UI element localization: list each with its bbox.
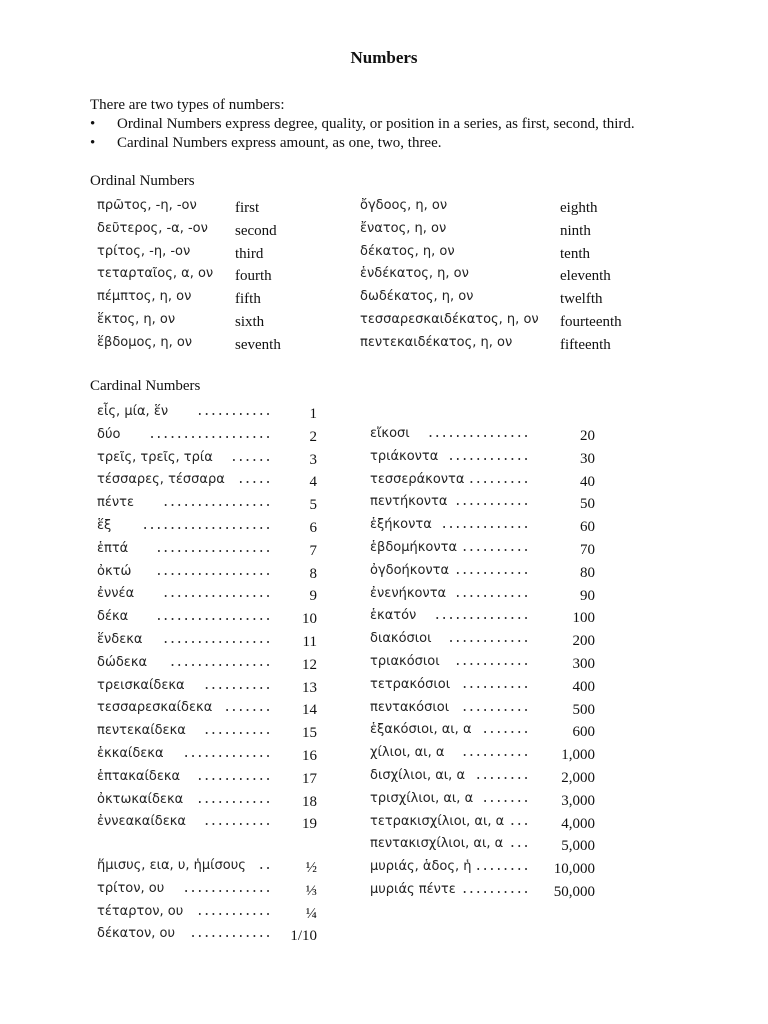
cardinal-heading: Cardinal Numbers (90, 378, 201, 394)
leader-dots: ............. (182, 880, 271, 896)
leader-dots: ........... (453, 653, 529, 669)
leader-dots: ............... (426, 426, 529, 441)
leader-dots: ...... (230, 449, 271, 465)
cardinal-number: 30 (580, 450, 595, 467)
cardinal-row (370, 859, 595, 882)
ordinal-greek: πρῶτος, -η, -ον (97, 198, 197, 213)
cardinal-row (370, 631, 595, 654)
cardinal-fractions-column (97, 858, 317, 949)
ordinal-row (97, 221, 347, 244)
leader-dots: ............ (447, 448, 529, 464)
cardinal-row (97, 427, 317, 450)
cardinal-greek: εἴκοσι (370, 426, 410, 441)
cardinal-greek: ἕξ (97, 517, 112, 533)
cardinal-row (370, 814, 595, 837)
cardinal-greek: τεσσαρεσκαίδεκα (97, 700, 213, 716)
cardinal-right-column (370, 426, 595, 905)
leader-dots: ....... (223, 700, 271, 716)
leader-dots: ....... (481, 722, 529, 738)
cardinal-greek: τριάκοντα (370, 448, 439, 464)
cardinal-greek: διακόσιοι (370, 631, 432, 647)
cardinal-greek: τεσσεράκοντα (370, 471, 465, 487)
ordinal-english: fourth (235, 268, 272, 285)
cardinal-greek: τρεῖς, τρεῖς, τρία (97, 449, 213, 465)
cardinal-greek: τετρακισχίλιοι, αι, α (370, 813, 505, 829)
cardinal-greek: ἐνενήκοντα (370, 585, 447, 601)
cardinal-row (97, 792, 317, 815)
cardinal-number: 200 (572, 633, 595, 650)
cardinal-row (97, 700, 317, 723)
ordinal-english: seventh (235, 336, 281, 353)
cardinal-greek: μυριάς, ἁδος, ἡ (370, 859, 472, 875)
ordinal-english: eighth (560, 200, 598, 216)
ordinal-english: third (235, 245, 264, 262)
cardinal-number: 300 (572, 655, 595, 672)
cardinal-number: 3 (309, 451, 317, 468)
cardinal-row (370, 700, 595, 723)
cardinal-row (97, 450, 317, 473)
cardinal-row (370, 608, 595, 631)
leader-dots: ................. (154, 563, 271, 579)
leader-dots: .................. (148, 426, 271, 442)
cardinal-number: 50,000 (553, 883, 595, 900)
cardinal-number: 4,000 (561, 815, 595, 832)
ordinal-greek: ἕκτος, η, ον (97, 311, 176, 327)
cardinal-greek: τέσσαρες, τέσσαρα (97, 472, 225, 488)
cardinal-number: ⅓ (305, 882, 317, 899)
cardinal-number: 10,000 (553, 861, 595, 878)
leader-dots: ................... (141, 517, 271, 533)
cardinal-number: 2 (309, 428, 317, 445)
ordinal-row (97, 198, 347, 221)
leader-dots: ................ (161, 631, 271, 647)
ordinal-row (97, 266, 347, 289)
ordinal-row (97, 312, 347, 335)
cardinal-number: 5 (309, 497, 317, 514)
ordinal-english: fifteenth (560, 336, 611, 353)
cardinal-row (97, 926, 317, 949)
cardinal-row (370, 586, 595, 609)
cardinal-greek: δέκα (97, 609, 129, 625)
ordinal-row (360, 221, 660, 244)
cardinal-greek: ἑκατόν (370, 608, 417, 624)
cardinal-number: 400 (572, 678, 595, 695)
cardinal-number: ¼ (305, 905, 317, 922)
cardinal-greek: ἑπτακαίδεκα (97, 768, 181, 784)
leader-dots: .......... (460, 539, 529, 555)
cardinal-row (97, 881, 317, 904)
cardinal-row (97, 541, 317, 564)
leader-dots: ................ (161, 495, 271, 511)
cardinal-number: 500 (572, 701, 595, 718)
leader-dots: ....... (481, 790, 529, 806)
ordinal-row (360, 289, 660, 312)
cardinal-number: 1/10 (290, 928, 317, 945)
cardinal-greek: ἥμισυς, εια, υ, ἡμίσους (97, 858, 246, 873)
cardinal-row (97, 678, 317, 701)
leader-dots: ............. (440, 517, 529, 533)
cardinal-row (97, 904, 317, 927)
cardinal-number: 7 (309, 542, 317, 559)
cardinal-greek: ἑβδομήκοντα (370, 539, 458, 555)
cardinal-number: 12 (302, 656, 317, 673)
leader-dots: ... (508, 836, 529, 852)
leader-dots: ... (508, 813, 529, 829)
cardinal-number: 18 (302, 793, 317, 810)
leader-dots: ................. (154, 609, 271, 625)
leader-dots: .......... (202, 723, 271, 739)
leader-dots: ........... (453, 585, 529, 601)
cardinal-row (370, 677, 595, 700)
ordinal-english: tenth (560, 245, 590, 262)
cardinal-row (370, 517, 595, 540)
cardinal-greek: τρίτον, ου (97, 880, 165, 896)
leader-dots: .......... (460, 699, 529, 715)
cardinal-left-column (97, 404, 317, 837)
ordinal-row (360, 244, 660, 267)
leader-dots: ........ (474, 767, 529, 783)
cardinal-number: 50 (580, 496, 595, 513)
cardinal-number: 10 (302, 611, 317, 628)
cardinal-greek: δέκατον, ου (97, 926, 175, 942)
cardinal-row (370, 882, 595, 905)
leader-dots: ........... (453, 494, 529, 510)
cardinal-row (97, 564, 317, 587)
leader-dots: ................. (154, 540, 271, 556)
cardinal-greek: τρεισκαίδεκα (97, 677, 185, 693)
cardinal-greek: ὀκτωκαίδεκα (97, 791, 184, 807)
ordinal-greek: πέμπτος, η, ον (97, 289, 192, 305)
cardinal-greek: χίλιοι, αι, α (370, 745, 445, 761)
cardinal-greek: δύο (97, 426, 121, 442)
cardinal-row (370, 791, 595, 814)
leader-dots: .......... (202, 677, 271, 693)
cardinal-row (97, 746, 317, 769)
cardinal-row (97, 404, 317, 427)
ordinal-english: second (235, 222, 277, 239)
leader-dots: ............ (189, 926, 271, 942)
cardinal-row (370, 494, 595, 517)
cardinal-row (97, 518, 317, 541)
ordinal-greek: τεσσαρεσκαιδέκατος, η, ον (360, 311, 539, 327)
cardinal-greek: ἕνδεκα (97, 631, 143, 647)
cardinal-row (97, 495, 317, 518)
ordinal-english: fourteenth (560, 313, 622, 330)
page-title: Numbers (350, 48, 418, 67)
cardinal-greek: μυριάς πέντε (370, 881, 456, 897)
cardinal-row (370, 745, 595, 768)
ordinal-greek: πεντεκαιδέκατος, η, ον (360, 334, 513, 350)
cardinal-row (97, 655, 317, 678)
cardinal-row (97, 814, 317, 837)
cardinal-row (370, 654, 595, 677)
cardinal-row (370, 836, 595, 859)
cardinal-greek: τρισχίλιοι, αι, α (370, 790, 474, 806)
cardinal-row (370, 449, 595, 472)
leader-dots: .......... (460, 676, 529, 692)
cardinal-number: 80 (580, 564, 595, 581)
ordinal-heading: Ordinal Numbers (90, 173, 195, 189)
intro (90, 96, 730, 153)
cardinal-number: 1,000 (561, 747, 595, 764)
cardinal-number: 6 (309, 519, 317, 536)
cardinal-greek: πεντεκαίδεκα (97, 723, 186, 739)
cardinal-number: 3,000 (561, 792, 595, 809)
ordinal-greek: δέκατος, η, ον (360, 243, 455, 259)
cardinal-greek: ἐννεακαίδεκα (97, 814, 186, 830)
cardinal-number: 15 (302, 725, 317, 742)
ordinal-greek: ἔνατος, η, ον (360, 220, 447, 236)
cardinal-row (97, 632, 317, 655)
cardinal-number: 19 (302, 816, 317, 833)
leader-dots: ......... (467, 471, 529, 487)
cardinal-greek: εἷς, μία, ἕν (97, 404, 169, 419)
leader-dots: ............... (168, 654, 271, 670)
ordinal-row (360, 335, 660, 358)
ordinal-row (360, 266, 660, 289)
cardinal-row (370, 722, 595, 745)
cardinal-greek: τέταρτον, ου (97, 903, 184, 919)
leader-dots: .......... (202, 814, 271, 830)
ordinal-english: eleventh (560, 268, 611, 285)
ordinal-greek: δωδέκατος, η, ον (360, 289, 474, 305)
cardinal-greek: τριακόσιοι (370, 653, 440, 669)
cardinal-greek: τετρακόσιοι (370, 676, 451, 692)
bullet-item: • Ordinal Numbers express degree, quality, or position in a series, as first, second, third. (90, 115, 730, 134)
cardinal-greek: ἑκκαίδεκα (97, 745, 164, 761)
cardinal-number: 1 (309, 406, 317, 422)
cardinal-row (370, 540, 595, 563)
cardinal-number: 40 (580, 473, 595, 490)
cardinal-number: 17 (302, 770, 317, 787)
cardinal-number: 14 (302, 702, 317, 719)
cardinal-greek: ἐννέα (97, 586, 135, 602)
ordinal-greek: ἑνδέκατος, η, ον (360, 266, 469, 282)
ordinal-greek: τεταρταῖος, α, ον (97, 266, 214, 282)
cardinal-row (370, 563, 595, 586)
cardinal-number: 20 (580, 428, 595, 444)
leader-dots: ........ (474, 859, 529, 875)
leader-dots: .. (257, 858, 271, 873)
leader-dots: .............. (433, 608, 529, 624)
cardinal-number: 13 (302, 679, 317, 696)
intro-lead: There are two types of numbers: (90, 97, 285, 113)
leader-dots: .......... (460, 881, 529, 897)
ordinal-right-column (360, 198, 660, 358)
ordinal-row (97, 289, 347, 312)
cardinal-greek: ἑπτά (97, 540, 129, 556)
ordinal-english: twelfth (560, 291, 603, 308)
cardinal-row (97, 586, 317, 609)
cardinal-number: 90 (580, 587, 595, 604)
cardinal-number: 70 (580, 541, 595, 558)
cardinal-number: 9 (309, 588, 317, 605)
cardinal-number: 11 (302, 633, 317, 650)
cardinal-number: 600 (572, 724, 595, 741)
leader-dots: ............. (182, 745, 271, 761)
ordinal-row (360, 312, 660, 335)
cardinal-greek: πεντήκοντα (370, 494, 448, 510)
cardinal-row (370, 768, 595, 791)
ordinal-english: ninth (560, 222, 591, 239)
cardinal-greek: ὀγδοήκοντα (370, 562, 450, 578)
cardinal-row (370, 472, 595, 495)
leader-dots: .......... (460, 745, 529, 761)
cardinal-greek: ὀκτώ (97, 563, 132, 579)
leader-dots: ............ (447, 631, 529, 647)
cardinal-row (97, 769, 317, 792)
cardinal-greek: πέντε (97, 495, 134, 511)
leader-dots: ........... (453, 562, 529, 578)
leader-dots: ................ (161, 586, 271, 602)
cardinal-greek: ἑξακόσιοι, αι, α (370, 722, 472, 738)
leader-dots: ........... (195, 791, 271, 807)
cardinal-greek: δισχίλιοι, αι, α (370, 767, 466, 783)
cardinal-number: 100 (572, 610, 595, 627)
cardinal-number: 4 (309, 474, 317, 491)
ordinal-row (97, 244, 347, 267)
cardinal-number: 8 (309, 565, 317, 582)
cardinal-number: 2,000 (561, 769, 595, 786)
cardinal-greek: ἑξήκοντα (370, 517, 432, 533)
ordinal-row (97, 335, 347, 358)
bullet-item: • Cardinal Numbers express amount, as one, two, three. (90, 134, 730, 153)
cardinal-row (97, 723, 317, 746)
ordinal-english: fifth (235, 291, 261, 308)
ordinal-left-column (97, 198, 347, 358)
cardinal-row (370, 426, 595, 449)
ordinal-english: first (235, 200, 260, 216)
ordinal-english: sixth (235, 313, 265, 330)
ordinal-greek: ὄγδοος, η, ον (360, 198, 448, 213)
leader-dots: ........... (195, 768, 271, 784)
leader-dots: ........... (195, 903, 271, 919)
cardinal-greek: δώδεκα (97, 654, 148, 670)
cardinal-row (97, 472, 317, 495)
cardinal-row (97, 609, 317, 632)
cardinal-number: 16 (302, 747, 317, 764)
cardinal-number: 60 (580, 519, 595, 536)
ordinal-greek: τρίτος, -η, -ον (97, 243, 191, 259)
ordinal-greek: δεῦτερος, -α, -ον (97, 220, 208, 236)
cardinal-greek: πεντακόσιοι (370, 699, 450, 715)
cardinal-number: 5,000 (561, 838, 595, 855)
cardinal-greek: πεντακισχίλιοι, αι, α (370, 836, 504, 852)
cardinal-number: ½ (305, 860, 317, 876)
cardinal-row (97, 858, 317, 881)
ordinal-greek: ἕβδομος, η, ον (97, 334, 193, 350)
ordinal-row (360, 198, 660, 221)
leader-dots: ........... (195, 404, 271, 419)
leader-dots: ..... (236, 472, 271, 488)
